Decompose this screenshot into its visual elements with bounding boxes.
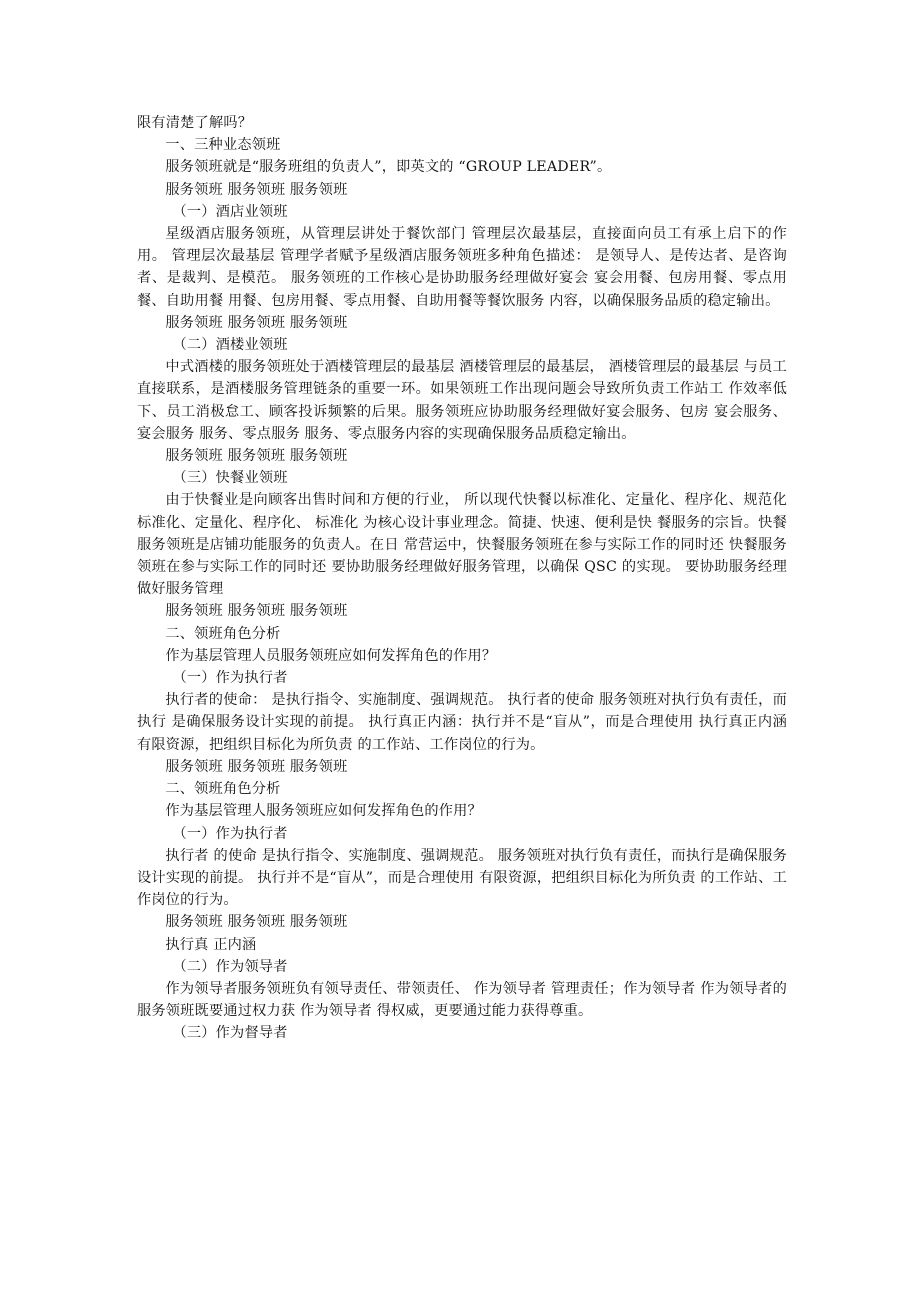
paragraph: 服务领班就是“服务班组的负责人”，即英文的 “GROUP LEADER”。 — [165, 159, 612, 176]
paragraph: 星级酒店服务领班，从管理层讲处于餐饮部门 管理层次最基层，直接面向员工有承上启下的作用。 管理层次最基层 管理学者赋予星级酒店服务领班多种角色描述： 是领导人、是传达者、是咨询者、是裁判、是模范。 服务领班的工作核心是协助服务经理做好宴会 宴会用餐、包房用餐、零点用餐、自助用餐 用餐、包房用餐、零点用餐、自助用餐等餐饮服务 内容，以确保服务品质的稳定输出。 — [137, 226, 787, 309]
paragraph: 服务领班 服务领班 服务领班 — [165, 603, 348, 620]
paragraph: 服务领班 服务领班 服务领班 — [165, 181, 348, 198]
paragraph: 作为领导者服务领班负有领导责任、带领责任、 作为领导者 管理责任；作为领导者 作为领导者的服务领班既要通过权力获 作为领导者 得权威，更要通过能力获得尊重。 — [137, 980, 787, 1020]
paragraph: 执行真 正内涵 — [165, 936, 257, 953]
paragraph: 二、领班角色分析 — [165, 781, 281, 798]
section-heading: （二）作为领导者 — [172, 958, 288, 975]
paragraph: 作为基层管理人服务领班应如何发挥角色的作用？ — [165, 803, 482, 820]
paragraph: 作为基层管理人员服务领班应如何发挥角色的作用？ — [165, 647, 497, 664]
paragraph: 二、领班角色分析 — [165, 625, 281, 642]
paragraph: 限有清楚了解吗？ — [137, 115, 253, 131]
section-heading: （一）酒店业领班 — [172, 203, 288, 220]
section-heading: （二）酒楼业领班 — [172, 337, 288, 354]
paragraph: 服务领班 服务领班 服务领班 — [165, 914, 348, 931]
paragraph: 中式酒楼的服务领班处于酒楼管理层的最基层 酒楼管理层的最基层， 酒楼管理层的最基层 与员工直接联系，是酒楼服务管理链条的重要一环。如果领班工作出现问题会导致所负责工作站工 作效率低下、员工消极怠工、顾客投诉频繁的后果。服务领班应协助服务经理做好宴会服务、包房 宴会服务、 宴会服务 服务、零点服务 服务、零点服务内容的实现确保服务品质稳定输出。 — [137, 359, 787, 442]
paragraph: 执行者 的使命 是执行指令、实施制度、强调规范。 服务领班对执行负有责任，而执行是确保服务设计实现的前提。 执行并不是“盲从”，而是合理使用 有限资源，把组织目标化为所负责 的工作站、工作岗位的行为。 — [137, 847, 787, 909]
section-heading: （三）快餐业领班 — [172, 470, 288, 487]
paragraph: 服务领班 服务领班 服务领班 — [165, 314, 348, 331]
paragraph: 一、三种业态领班 — [165, 137, 281, 154]
document-page — [137, 112, 787, 1045]
paragraph: 服务领班 服务领班 服务领班 — [165, 448, 348, 465]
section-heading: （一）作为执行者 — [172, 670, 288, 687]
paragraph: 执行者的使命： 是执行指令、实施制度、强调规范。 执行者的使命 服务领班对执行负有责任，而执行 是确保服务设计实现的前提。 执行真正内涵：执行并不是“盲从”，而是合理使用 执行真正内涵 有限资源，把组织目标化为所负责 的工作站、工作岗位的行为。 — [137, 692, 787, 753]
section-heading: （三）作为督导者 — [172, 1025, 288, 1042]
section-heading: （一）作为执行者 — [172, 825, 288, 842]
paragraph: 服务领班 服务领班 服务领班 — [165, 758, 348, 775]
paragraph: 由于快餐业是向顾客出售时间和方便的行业， 所以现代快餐以标准化、定量化、程序化、规范化 标准化、定量化、程序化、 标准化 为核心设计事业理念。简捷、快速、便利是快 餐服务的宗旨。快餐服务领班是店铺功能服务的负责人。在日 常营运中，快餐服务领班在参与实际工作的同时还 快餐服务领班在参与实际工作的同时还 要协助服务经理做好服务管理，以确保 QSC 的实现。 要协助服务经理做好服务管理 — [137, 492, 787, 598]
